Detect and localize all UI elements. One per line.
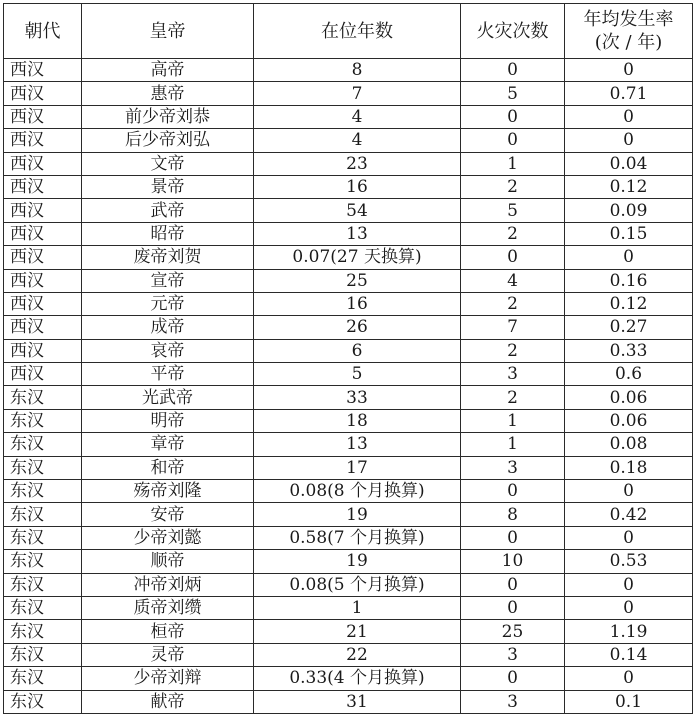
cell-emperor: 废帝刘贺 bbox=[82, 246, 254, 269]
table-row bbox=[4, 690, 693, 713]
table-row bbox=[4, 596, 693, 619]
cell-dynasty: 西汉 bbox=[4, 269, 82, 292]
cell-reign-years: 18 bbox=[254, 409, 461, 432]
table-row bbox=[4, 573, 693, 596]
table-row bbox=[4, 269, 693, 292]
cell-dynasty: 西汉 bbox=[4, 82, 82, 105]
cell-emperor: 灵帝 bbox=[82, 643, 254, 666]
cell-emperor: 献帝 bbox=[82, 690, 254, 713]
header-emperor: 皇帝 bbox=[82, 4, 254, 59]
cell-fire-count: 7 bbox=[461, 316, 565, 339]
cell-emperor: 文帝 bbox=[82, 152, 254, 175]
cell-emperor: 惠帝 bbox=[82, 82, 254, 105]
cell-dynasty: 西汉 bbox=[4, 152, 82, 175]
cell-reign-years: 16 bbox=[254, 175, 461, 198]
cell-fire-count: 3 bbox=[461, 643, 565, 666]
cell-fire-count: 2 bbox=[461, 175, 565, 198]
cell-reign-years: 16 bbox=[254, 292, 461, 315]
table-row bbox=[4, 620, 693, 643]
cell-fire-count: 0 bbox=[461, 667, 565, 690]
cell-emperor: 和帝 bbox=[82, 456, 254, 479]
cell-fire-count: 2 bbox=[461, 386, 565, 409]
cell-reign-years: 19 bbox=[254, 503, 461, 526]
cell-reign-years: 4 bbox=[254, 129, 461, 152]
cell-reign-years: 17 bbox=[254, 456, 461, 479]
cell-reign-years: 13 bbox=[254, 222, 461, 245]
cell-reign-years: 7 bbox=[254, 82, 461, 105]
cell-reign-years: 0.58(7 个月换算) bbox=[254, 526, 461, 549]
table-row bbox=[4, 105, 693, 128]
cell-dynasty: 东汉 bbox=[4, 596, 82, 619]
cell-reign-years: 54 bbox=[254, 199, 461, 222]
cell-emperor: 成帝 bbox=[82, 316, 254, 339]
cell-fire-count: 3 bbox=[461, 690, 565, 713]
header-annual-rate bbox=[565, 4, 693, 59]
cell-annual-rate: 0.12 bbox=[565, 175, 693, 198]
cell-dynasty: 东汉 bbox=[4, 409, 82, 432]
cell-annual-rate: 0.16 bbox=[565, 269, 693, 292]
emperor-fire-table bbox=[3, 3, 693, 714]
cell-emperor: 元帝 bbox=[82, 292, 254, 315]
cell-dynasty: 东汉 bbox=[4, 456, 82, 479]
cell-fire-count: 0 bbox=[461, 129, 565, 152]
cell-annual-rate: 0 bbox=[565, 129, 693, 152]
cell-fire-count: 4 bbox=[461, 269, 565, 292]
cell-fire-count: 8 bbox=[461, 503, 565, 526]
table-row bbox=[4, 339, 693, 362]
table-row bbox=[4, 503, 693, 526]
cell-dynasty: 东汉 bbox=[4, 433, 82, 456]
cell-emperor: 高帝 bbox=[82, 59, 254, 82]
cell-annual-rate: 0 bbox=[565, 246, 693, 269]
cell-emperor: 光武帝 bbox=[82, 386, 254, 409]
cell-reign-years: 6 bbox=[254, 339, 461, 362]
cell-annual-rate: 0.6 bbox=[565, 363, 693, 386]
cell-dynasty: 西汉 bbox=[4, 316, 82, 339]
cell-dynasty: 东汉 bbox=[4, 620, 82, 643]
cell-dynasty: 西汉 bbox=[4, 222, 82, 245]
cell-fire-count: 0 bbox=[461, 59, 565, 82]
cell-reign-years: 21 bbox=[254, 620, 461, 643]
cell-fire-count: 2 bbox=[461, 222, 565, 245]
table-row bbox=[4, 409, 693, 432]
cell-fire-count: 0 bbox=[461, 596, 565, 619]
cell-dynasty: 西汉 bbox=[4, 105, 82, 128]
cell-annual-rate: 0.06 bbox=[565, 386, 693, 409]
cell-dynasty: 东汉 bbox=[4, 573, 82, 596]
cell-reign-years: 0.08(5 个月换算) bbox=[254, 573, 461, 596]
cell-annual-rate: 0.12 bbox=[565, 292, 693, 315]
table-header-row bbox=[4, 4, 693, 59]
cell-annual-rate: 0.27 bbox=[565, 316, 693, 339]
table-row bbox=[4, 152, 693, 175]
cell-emperor: 哀帝 bbox=[82, 339, 254, 362]
table-row bbox=[4, 363, 693, 386]
table-body bbox=[4, 59, 693, 714]
table-row bbox=[4, 456, 693, 479]
cell-reign-years: 25 bbox=[254, 269, 461, 292]
cell-reign-years: 0.33(4 个月换算) bbox=[254, 667, 461, 690]
cell-fire-count: 1 bbox=[461, 433, 565, 456]
cell-reign-years: 26 bbox=[254, 316, 461, 339]
table-row bbox=[4, 433, 693, 456]
cell-annual-rate: 0.08 bbox=[565, 433, 693, 456]
cell-fire-count: 1 bbox=[461, 152, 565, 175]
cell-annual-rate: 0 bbox=[565, 596, 693, 619]
cell-emperor: 前少帝刘恭 bbox=[82, 105, 254, 128]
table-row bbox=[4, 59, 693, 82]
cell-emperor: 后少帝刘弘 bbox=[82, 129, 254, 152]
cell-annual-rate: 0.33 bbox=[565, 339, 693, 362]
cell-reign-years: 31 bbox=[254, 690, 461, 713]
table-row bbox=[4, 82, 693, 105]
cell-dynasty: 东汉 bbox=[4, 480, 82, 503]
cell-fire-count: 5 bbox=[461, 82, 565, 105]
cell-dynasty: 东汉 bbox=[4, 667, 82, 690]
cell-emperor: 冲帝刘炳 bbox=[82, 573, 254, 596]
cell-dynasty: 东汉 bbox=[4, 526, 82, 549]
cell-annual-rate: 0 bbox=[565, 59, 693, 82]
cell-dynasty: 东汉 bbox=[4, 643, 82, 666]
cell-emperor: 顺帝 bbox=[82, 550, 254, 573]
cell-emperor: 平帝 bbox=[82, 363, 254, 386]
cell-annual-rate: 0 bbox=[565, 573, 693, 596]
cell-reign-years: 0.08(8 个月换算) bbox=[254, 480, 461, 503]
cell-reign-years: 23 bbox=[254, 152, 461, 175]
cell-emperor: 武帝 bbox=[82, 199, 254, 222]
cell-fire-count: 0 bbox=[461, 526, 565, 549]
cell-annual-rate: 0.18 bbox=[565, 456, 693, 479]
cell-annual-rate: 0.09 bbox=[565, 199, 693, 222]
cell-annual-rate: 0.1 bbox=[565, 690, 693, 713]
cell-annual-rate: 0 bbox=[565, 667, 693, 690]
cell-dynasty: 西汉 bbox=[4, 339, 82, 362]
header-dynasty: 朝代 bbox=[4, 4, 82, 59]
cell-reign-years: 1 bbox=[254, 596, 461, 619]
cell-annual-rate: 1.19 bbox=[565, 620, 693, 643]
table-row bbox=[4, 480, 693, 503]
cell-dynasty: 东汉 bbox=[4, 550, 82, 573]
cell-reign-years: 0.07(27 天换算) bbox=[254, 246, 461, 269]
header-annual-rate-title: 年均发生率 bbox=[583, 9, 674, 30]
cell-fire-count: 25 bbox=[461, 620, 565, 643]
cell-reign-years: 4 bbox=[254, 105, 461, 128]
cell-dynasty: 西汉 bbox=[4, 246, 82, 269]
cell-fire-count: 0 bbox=[461, 573, 565, 596]
cell-emperor: 明帝 bbox=[82, 409, 254, 432]
cell-annual-rate: 0.42 bbox=[565, 503, 693, 526]
cell-dynasty: 东汉 bbox=[4, 690, 82, 713]
cell-annual-rate: 0.71 bbox=[565, 82, 693, 105]
cell-fire-count: 0 bbox=[461, 480, 565, 503]
cell-annual-rate: 0 bbox=[565, 480, 693, 503]
cell-reign-years: 22 bbox=[254, 643, 461, 666]
cell-emperor: 昭帝 bbox=[82, 222, 254, 245]
cell-dynasty: 西汉 bbox=[4, 199, 82, 222]
cell-annual-rate: 0.14 bbox=[565, 643, 693, 666]
cell-fire-count: 1 bbox=[461, 409, 565, 432]
cell-fire-count: 5 bbox=[461, 199, 565, 222]
header-fire-count: 火灾次数 bbox=[461, 4, 565, 59]
cell-dynasty: 西汉 bbox=[4, 292, 82, 315]
table-row bbox=[4, 386, 693, 409]
cell-annual-rate: 0 bbox=[565, 526, 693, 549]
header-reign-years: 在位年数 bbox=[254, 4, 461, 59]
cell-reign-years: 8 bbox=[254, 59, 461, 82]
cell-reign-years: 19 bbox=[254, 550, 461, 573]
cell-emperor: 安帝 bbox=[82, 503, 254, 526]
cell-annual-rate: 0.04 bbox=[565, 152, 693, 175]
cell-fire-count: 0 bbox=[461, 105, 565, 128]
cell-fire-count: 2 bbox=[461, 292, 565, 315]
cell-fire-count: 2 bbox=[461, 339, 565, 362]
table-row bbox=[4, 222, 693, 245]
cell-dynasty: 东汉 bbox=[4, 386, 82, 409]
cell-emperor: 少帝刘辩 bbox=[82, 667, 254, 690]
table-row bbox=[4, 667, 693, 690]
table-row bbox=[4, 316, 693, 339]
cell-annual-rate: 0.53 bbox=[565, 550, 693, 573]
cell-reign-years: 5 bbox=[254, 363, 461, 386]
cell-dynasty: 西汉 bbox=[4, 129, 82, 152]
cell-fire-count: 3 bbox=[461, 363, 565, 386]
table-row bbox=[4, 643, 693, 666]
cell-emperor: 殇帝刘隆 bbox=[82, 480, 254, 503]
cell-fire-count: 10 bbox=[461, 550, 565, 573]
cell-annual-rate: 0.06 bbox=[565, 409, 693, 432]
cell-fire-count: 3 bbox=[461, 456, 565, 479]
cell-emperor: 章帝 bbox=[82, 433, 254, 456]
table-row bbox=[4, 246, 693, 269]
table-row bbox=[4, 175, 693, 198]
cell-fire-count: 0 bbox=[461, 246, 565, 269]
cell-dynasty: 东汉 bbox=[4, 503, 82, 526]
cell-annual-rate: 0 bbox=[565, 105, 693, 128]
table-row bbox=[4, 526, 693, 549]
cell-dynasty: 西汉 bbox=[4, 363, 82, 386]
cell-emperor: 桓帝 bbox=[82, 620, 254, 643]
cell-annual-rate: 0.15 bbox=[565, 222, 693, 245]
table-row bbox=[4, 129, 693, 152]
cell-emperor: 少帝刘懿 bbox=[82, 526, 254, 549]
cell-reign-years: 33 bbox=[254, 386, 461, 409]
header-annual-rate-unit: (次 / 年) bbox=[594, 32, 663, 53]
cell-dynasty: 西汉 bbox=[4, 175, 82, 198]
cell-emperor: 景帝 bbox=[82, 175, 254, 198]
cell-emperor: 宣帝 bbox=[82, 269, 254, 292]
cell-reign-years: 13 bbox=[254, 433, 461, 456]
cell-emperor: 质帝刘缵 bbox=[82, 596, 254, 619]
cell-dynasty: 西汉 bbox=[4, 59, 82, 82]
table-row bbox=[4, 292, 693, 315]
table-row bbox=[4, 550, 693, 573]
table-row bbox=[4, 199, 693, 222]
